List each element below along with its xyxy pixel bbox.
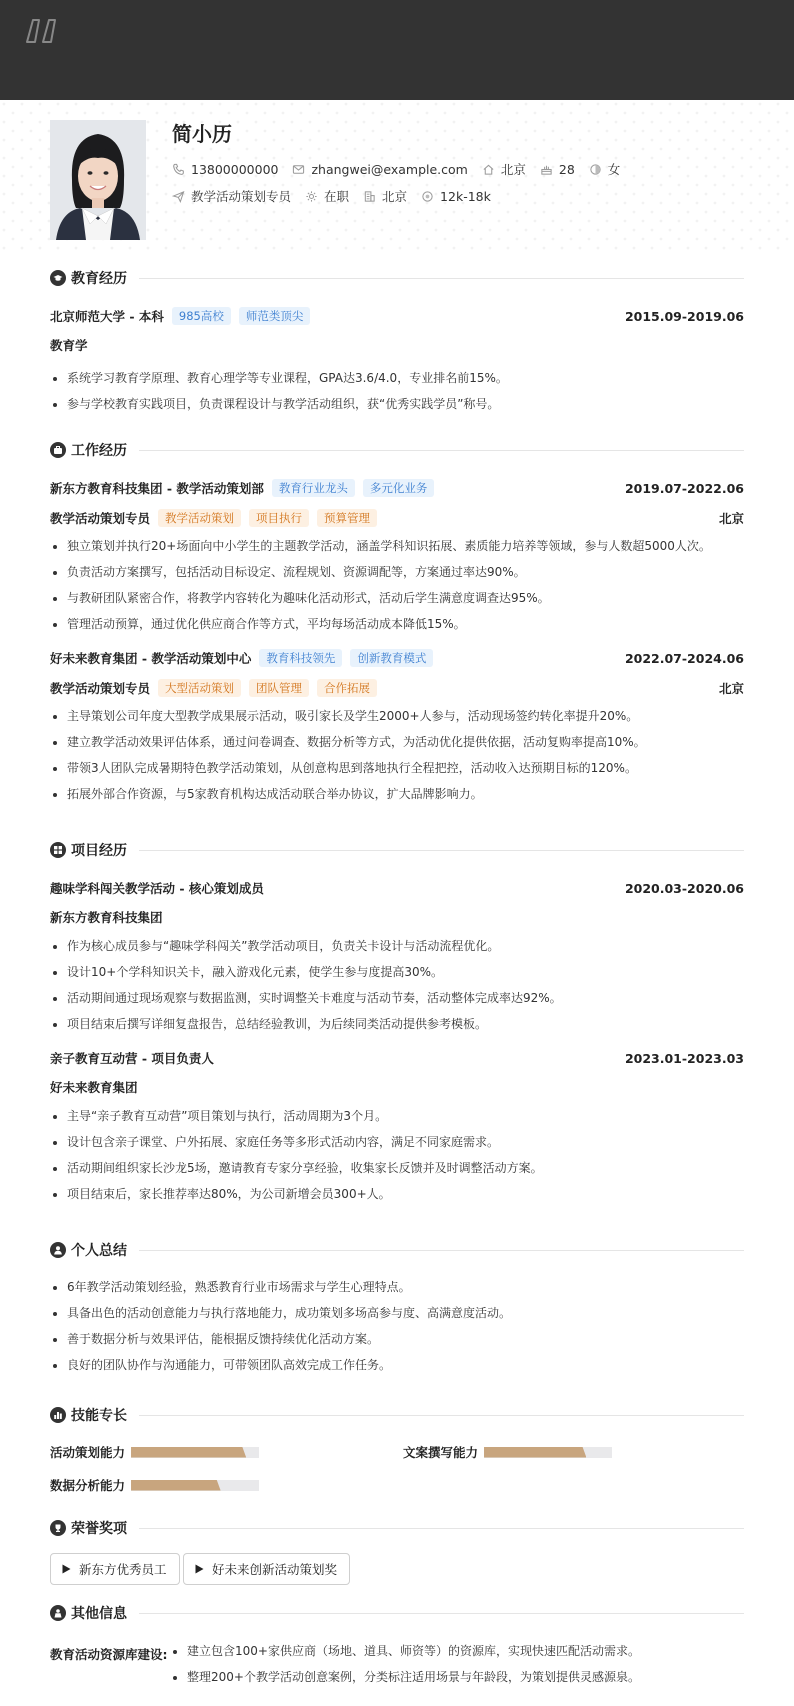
date: 2022.07-2024.06 [624,650,744,666]
divider [139,850,744,851]
list-item: 项目结束后撰写详细复盘报告，总结经验教训，为后续同类活动提供参考模板。 [50,1011,744,1037]
tag: 教学活动策划 [158,509,241,527]
divider [139,1528,744,1529]
divider [139,1415,744,1416]
awards-section [50,1518,744,1538]
divider [139,1613,744,1614]
skill-item [50,1443,259,1461]
candidate-name: 简小历 [172,122,232,146]
section-header [50,840,744,860]
list-item: 项目结束后，家长推荐率达80%，为公司新增会员300+人。 [50,1181,744,1207]
section-title: 荣誉奖项 [71,1521,127,1537]
puzzle-icon [50,1605,66,1621]
list-item: 活动期间组织家长沙龙5场，邀请教育专家分享经验，收集家长反馈并及时调整活动方案。 [50,1155,744,1181]
award-name: 新东方优秀员工 [79,1562,167,1577]
tag: 预算管理 [317,509,377,527]
phone-icon [172,163,185,176]
coin-icon [421,190,434,203]
list-item: 良好的团队协作与沟通能力，可带领团队高效完成工作任务。 [50,1352,744,1378]
gender-text: 女 [607,162,621,177]
company-name: 好未来教育集团 - 教学活动策划中心 [50,651,252,666]
work-location: 北京 [718,511,744,526]
project-org: 好未来教育集团 [50,1080,138,1095]
salary-text: 12k-18k [440,188,491,204]
list-item: 主导策划公司年度大型教学成果展示活动，吸引家长及学生2000+人参与，活动现场签约转化率提升20%。 [50,703,744,729]
skill-bar-fill [131,1480,221,1491]
tag: 团队管理 [249,679,309,697]
tag: 创新教育模式 [350,649,433,667]
contact-row [172,160,634,178]
other-section [50,1603,744,1623]
school-name: 北京师范大学 - 本科 [50,309,164,324]
location-text: 北京 [500,162,526,177]
user-icon [50,1242,66,1258]
other-label: 教育活动资源库建设: [50,1647,168,1662]
tag: 教育行业龙头 [272,479,355,497]
play-icon [62,1564,71,1574]
bullet-list [50,703,744,807]
skill-item [50,1476,259,1494]
section-header [50,1405,744,1425]
bar-chart-icon [50,1407,66,1423]
award-badge [50,1553,180,1585]
list-item: 系统学习教育学原理、教育心理学等专业课程，GPA达3.6/4.0，专业排名前15%。 [50,365,744,391]
position-item [172,187,291,205]
tag: 项目执行 [249,509,309,527]
work-entry [50,648,744,807]
education-entry [50,306,744,417]
date: 2019.07-2022.06 [624,480,744,496]
education-section [50,268,744,417]
bullet-list [50,933,744,1037]
job-intent-row [172,187,505,205]
skill-bar-fill [131,1447,246,1458]
skill-name: 数据分析能力 [50,1478,126,1493]
building-icon [363,190,376,203]
age-text: 28 [558,161,575,177]
section-header [50,1518,744,1538]
tag: 教育科技领先 [259,649,342,667]
list-item: 设计包含亲子课堂、户外拓展、家庭任务等多形式活动内容，满足不同家庭需求。 [50,1129,744,1155]
avatar [50,120,146,240]
list-item: 主导“亲子教育互动营”项目策划与执行，活动周期为3个月。 [50,1103,744,1129]
list-item: 善于数据分析与效果评估，能根据反馈持续优化活动方案。 [50,1326,744,1352]
bullet-list [50,1274,744,1378]
section-header [50,268,744,288]
project-entry [50,878,744,1037]
award-name: 好未来创新活动策划奖 [212,1562,338,1577]
trophy-icon [50,1520,66,1536]
work-location: 北京 [718,681,744,696]
skill-bar-fill [484,1447,586,1458]
award-badge [183,1553,350,1585]
skill-bar [131,1480,259,1491]
gear-icon [305,190,318,203]
tag: 985高校 [172,307,231,325]
project-name: 亲子教育互动营 - 项目负责人 [50,1051,214,1066]
project-name: 趣味学科闯关教学活动 - 核心策划成员 [50,881,264,896]
list-item: 管理活动预算，通过优化供应商合作等方式，平均每场活动成本降低15%。 [50,611,744,637]
gender-icon [589,163,602,176]
list-item: 独立策划并执行20+场面向中小学生的主题教学活动，涵盖学科知识拓展、素质能力培养等领域，参与人数超5000人次。 [50,533,744,559]
quote-icon [24,12,60,48]
role: 教学活动策划专员 [50,681,151,696]
home-icon [482,163,495,176]
email-item [292,162,467,177]
date: 2020.03-2020.06 [624,880,744,896]
mail-icon [292,163,305,176]
list-item: 作为核心成员参与“趣味学科闯关”教学活动项目，负责关卡设计与活动流程优化。 [50,933,744,959]
company-name: 新东方教育科技集团 - 教学活动策划部 [50,481,264,496]
project-org: 新东方教育科技集团 [50,910,163,925]
section-title: 教育经历 [71,271,127,287]
section-header [50,1603,744,1623]
projects-section [50,840,744,1207]
divider [139,1250,744,1251]
list-item: 带领3人团队完成暑期特色教学活动策划，从创意构思到落地执行全程把控，活动收入达预期目标的120%。 [50,755,744,781]
header-banner [0,0,794,100]
section-header [50,440,744,460]
list-item: 负责活动方案撰写，包括活动目标设定、流程规划、资源调配等，方案通过率达90%。 [50,559,744,585]
graduation-cap-icon [50,270,66,286]
skill-bar [484,1447,612,1458]
skills-section [50,1405,744,1425]
major: 教育学 [50,338,88,353]
project-entry [50,1048,744,1207]
list-item: 参与学校教育实践项目，负责课程设计与教学活动组织，获“优秀实践学员”称号。 [50,391,744,417]
list-item: 整理200+个教学活动创意案例，分类标注适用场景与年龄段，为策划提供灵感源泉。 [170,1664,744,1690]
tag: 合作拓展 [317,679,377,697]
phone-text: 13800000000 [191,161,279,177]
grid-icon [50,842,66,858]
section-title: 工作经历 [71,443,127,459]
summary-section [50,1240,744,1378]
list-item: 具备出色的活动创意能力与执行落地能力，成功策划多场高参与度、高满意度活动。 [50,1300,744,1326]
list-item: 设计10+个学科知识关卡，融入游戏化元素，使学生参与度提高30%。 [50,959,744,985]
status-text: 在职 [324,189,350,204]
skill-bar [131,1447,259,1458]
play-icon [195,1564,204,1574]
list-item: 建立包含100+家供应商（场地、道具、师资等）的资源库，实现快速匹配活动需求。 [170,1638,744,1664]
cake-icon [540,163,553,176]
list-item: 活动期间通过现场观察与数据监测，实时调整关卡难度与活动节奏，活动整体完成率达92%。 [50,985,744,1011]
date: 2023.01-2023.03 [624,1050,744,1066]
divider [139,278,744,279]
section-title: 技能专长 [71,1408,127,1424]
list-item: 拓展外部合作资源，与5家教育机构达成活动联合举办协议，扩大品牌影响力。 [50,781,744,807]
work-entry [50,478,744,637]
section-header [50,1240,744,1260]
phone-item [172,162,278,177]
skill-item [403,1443,612,1461]
email-text: zhangwei@example.com [311,161,468,177]
gender-item [589,160,621,178]
date: 2015.09-2019.06 [624,308,744,324]
briefcase-icon [50,442,66,458]
section-title: 其他信息 [71,1606,127,1622]
position-text: 教学活动策划专员 [191,189,292,204]
status-item [305,187,349,205]
skill-name: 活动策划能力 [50,1445,126,1460]
divider [139,450,744,451]
section-title: 项目经历 [71,843,127,859]
bullet-list [170,1638,744,1690]
role: 教学活动策划专员 [50,511,151,526]
city-text: 北京 [382,189,408,204]
city-item [363,187,407,205]
tag: 大型活动策划 [158,679,241,697]
tag: 多元化业务 [363,479,435,497]
bullet-list [50,1103,744,1207]
bullet-list [50,365,744,417]
location-item [482,160,526,178]
salary-item [421,189,491,204]
list-item: 6年教学活动策划经验，熟悉教育行业市场需求与学生心理特点。 [50,1274,744,1300]
work-section [50,440,744,807]
bullet-list [50,533,744,637]
tag: 师范类顶尖 [239,307,311,325]
section-title: 个人总结 [71,1243,127,1259]
list-item: 建立教学活动效果评估体系，通过问卷调查、数据分析等方式，为活动优化提供依据，活动复购率提高10%。 [50,729,744,755]
list-item: 与教研团队紧密合作，将教学内容转化为趣味化活动形式，活动后学生满意度调查达95%。 [50,585,744,611]
age-item [540,162,575,177]
skill-name: 文案撰写能力 [403,1445,479,1460]
send-icon [172,190,185,203]
